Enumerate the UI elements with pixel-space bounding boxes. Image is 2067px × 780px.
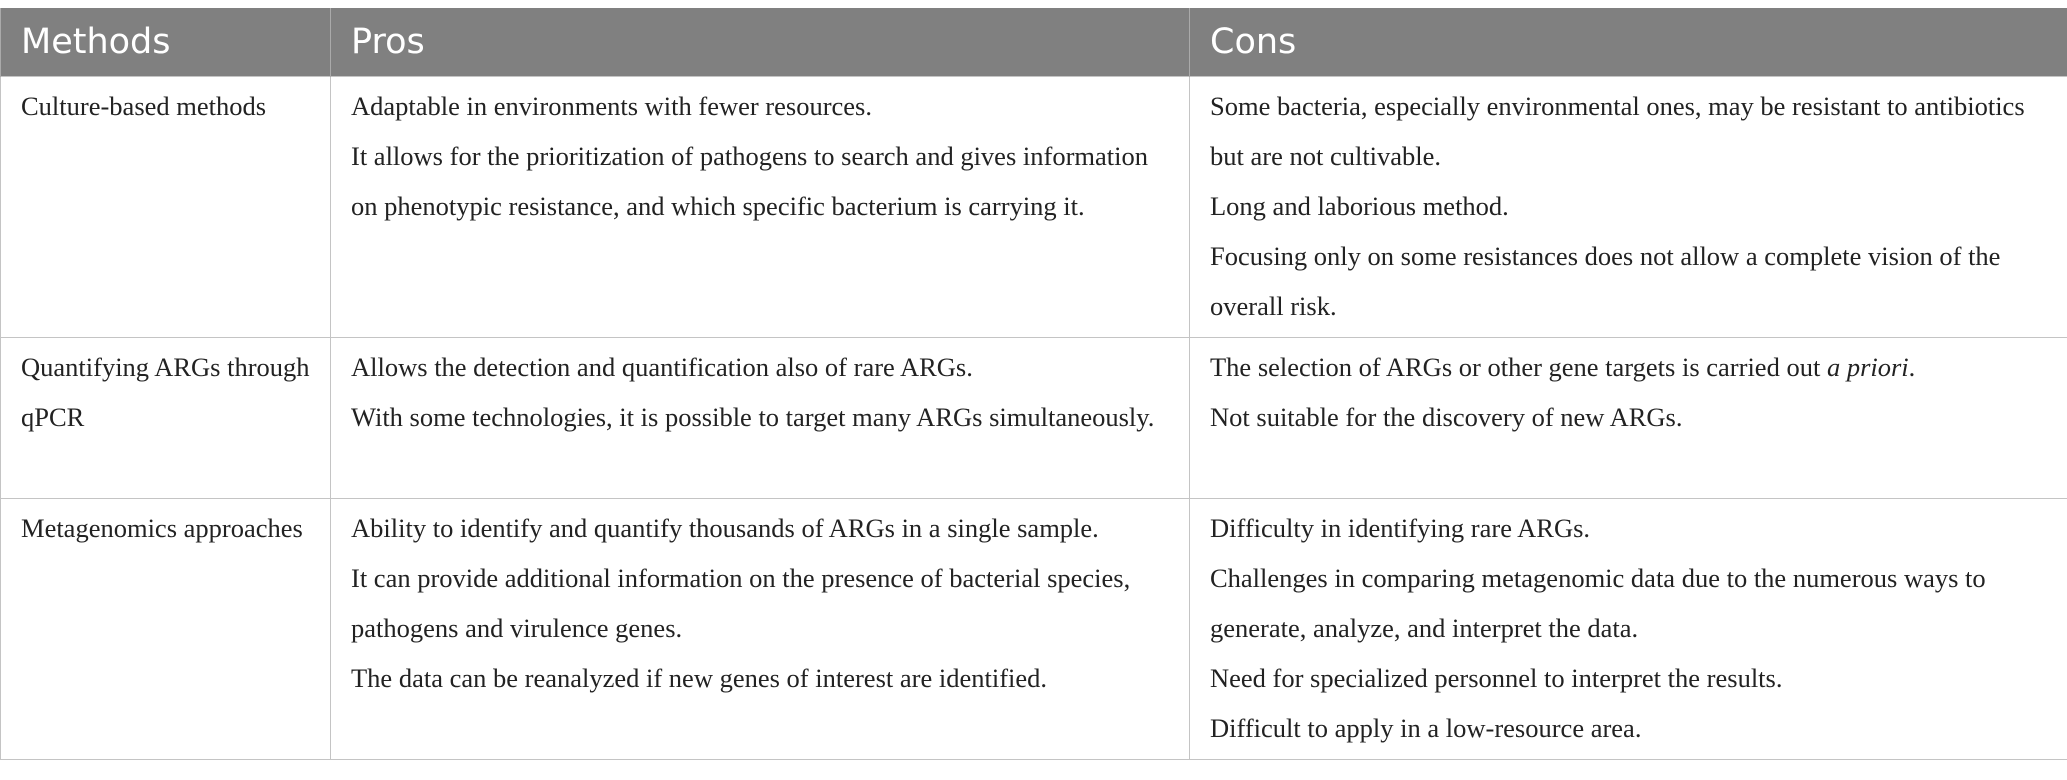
cons-text-suffix: . [1908,352,1916,382]
cons-item: Challenges in comparing metagenomic data due to the numerous ways to generate, analyze, and interpret the data. [1210,563,1986,643]
cons-item: Focusing only on some resistances does not allow a complete vision of the overall risk. [1210,241,2001,321]
header-cons: Cons [1190,8,2067,77]
pros-cell [331,77,1190,338]
header-row [1,8,2067,77]
pros-cell [331,338,1190,499]
cons-item: Long and laborious method. [1210,191,1509,221]
table-row [1,338,2067,499]
method-cell: Quantifying ARGs through qPCR [1,338,331,499]
method-cell: Metagenomics approaches [1,499,331,760]
cons-item: Need for specialized personnel to interpret the results. [1210,663,1783,693]
cons-cell [1190,338,2067,499]
table-body [1,77,2067,760]
pros-cell [331,499,1190,760]
cons-item [1210,342,2047,392]
pros-item: Adaptable in environments with fewer resources. [351,91,872,121]
cons-cell [1190,499,2067,760]
cons-text-italic: a priori [1826,352,1909,382]
cons-item: Difficulty in identifying rare ARGs. [1210,513,1591,543]
cons-item: Not suitable for the discovery of new ARGs. [1210,402,1683,432]
cons-text-prefix: The selection of ARGs or other gene targets is carried out [1210,352,1827,382]
table-row [1,77,2067,338]
header-methods: Methods [1,8,331,77]
comparison-table [0,8,2067,760]
pros-item: The data can be reanalyzed if new genes of interest are identified. [351,663,1048,693]
pros-item: With some technologies, it is possible to target many ARGs simultaneously. [351,402,1155,432]
pros-item: Allows the detection and quantification also of rare ARGs. [351,352,973,382]
pros-item: It allows for the prioritization of pathogens to search and gives information on phenotypic resistance, and which specific bacterium is carrying it. [351,141,1148,221]
pros-item: Ability to identify and quantify thousands of ARGs in a single sample. [351,513,1099,543]
cons-cell [1190,77,2067,338]
table-header [1,8,2067,77]
table-row [1,499,2067,760]
header-pros: Pros [331,8,1190,77]
pros-item: It can provide additional information on the presence of bacterial species, pathogens and virulence genes. [351,563,1131,643]
cons-item: Difficult to apply in a low-resource area. [1210,713,1642,743]
cons-item: Some bacteria, especially environmental ones, may be resistant to antibiotics but are not cultivable. [1210,91,2025,171]
method-cell: Culture-based methods [1,77,331,338]
